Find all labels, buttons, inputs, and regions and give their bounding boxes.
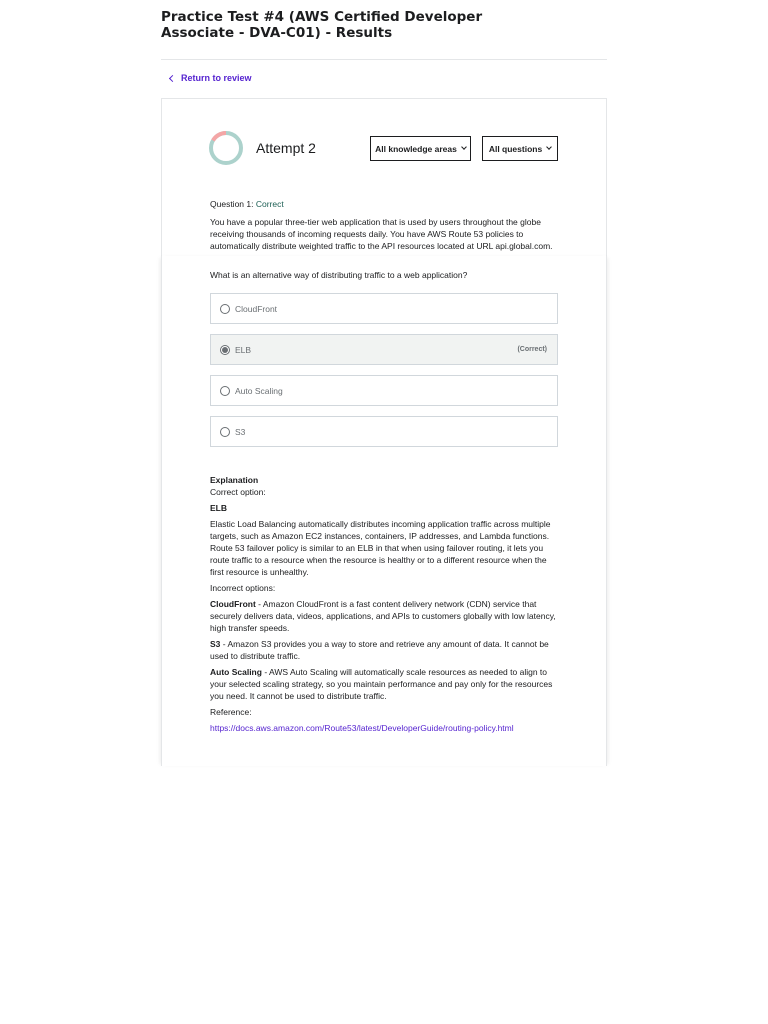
question-status: Correct [255,199,284,209]
correct-answer: ELB [210,503,227,513]
option-label: ELB [235,344,252,355]
reference-label: Reference: [210,707,252,717]
knowledge-areas-label: All knowledge areas [375,143,457,154]
option-label: Auto Scaling [235,385,283,396]
title-divider [161,59,607,60]
attempt-title: Attempt 2 [256,140,316,156]
incorrect-options-label: Incorrect options: [210,583,276,593]
radio-selected-icon[interactable] [220,345,230,355]
question-prompt: What is an alternative way of distributing traffic to a web application? [210,270,468,280]
attempt-score-ring-icon [208,130,244,166]
incorrect-item-name: Auto Scaling [210,667,262,677]
chevron-down-icon [546,144,552,150]
incorrect-item-s3 [210,638,560,662]
radio-icon[interactable] [220,386,230,396]
questions-dropdown[interactable] [482,136,558,161]
elb-description: Elastic Load Balancing automatically distributes incoming application traffic across multiple targets, such as Amazon EC2 instances, containers, IP addresses, and Lambda functions. Route 53 failover policy is similar to an ELB in that when using failover routing, it lets you route traffic to a resource when the resource is healthy or to a different resource when the first resource is unhealthy. [210,519,551,577]
correct-option-label: Correct option: [210,487,266,497]
return-to-review-link[interactable] [170,73,252,83]
correct-tag: (Correct) [517,346,547,353]
question-number: Question 1: [210,199,254,209]
return-link-label: Return to review [181,73,252,83]
incorrect-item-auto-scaling [210,666,560,702]
radio-icon[interactable] [220,427,230,437]
explanation-section [210,474,560,734]
question-label [210,199,284,209]
incorrect-item-name: CloudFront [210,599,256,609]
option-label: S3 [235,426,246,437]
questions-label: All questions [488,143,543,154]
page-title: Practice Test #4 (AWS Certified Developer Associate - DVA-C01) - Results [161,9,483,41]
answer-option-s3[interactable] [210,416,558,447]
incorrect-item-text: - Amazon CloudFront is a fast content delivery network (CDN) service that securely delivers data, videos, applications, and APIs to customers globally with low latency, high transfer speeds. [210,599,556,633]
question-text: You have a popular three-tier web application that is used by users throughout the globe receiving thousands of incoming requests daily. You have AWS Route 53 policies to automatically distribute weighted traffic to the API resources located at URL api.global.com. [210,217,553,251]
incorrect-item-text: - Amazon S3 provides you a way to store and retrieve any amount of data. It cannot be used to distribute traffic. [210,639,549,661]
knowledge-areas-dropdown[interactable] [370,136,471,161]
radio-icon[interactable] [220,304,230,314]
explanation-heading: Explanation [210,475,259,485]
answer-option-cloudfront[interactable] [210,293,558,324]
option-label: CloudFront [235,303,278,314]
chevron-down-icon [461,144,467,150]
incorrect-item-name: S3 [210,639,221,649]
incorrect-item-cloudfront [210,598,560,634]
answer-option-auto-scaling[interactable] [210,375,558,406]
incorrect-item-text: - AWS Auto Scaling will automatically scale resources as needed to align to your selected scaling strategy, so you maintain performance and pay only for the resources you need. It cannot be used to distribute traffic. [210,667,553,701]
reference-link[interactable]: https://docs.aws.amazon.com/Route53/latest/DeveloperGuide/routing-policy.html [210,723,514,733]
answer-option-elb[interactable] [210,334,558,365]
chevron-left-icon [169,74,176,81]
